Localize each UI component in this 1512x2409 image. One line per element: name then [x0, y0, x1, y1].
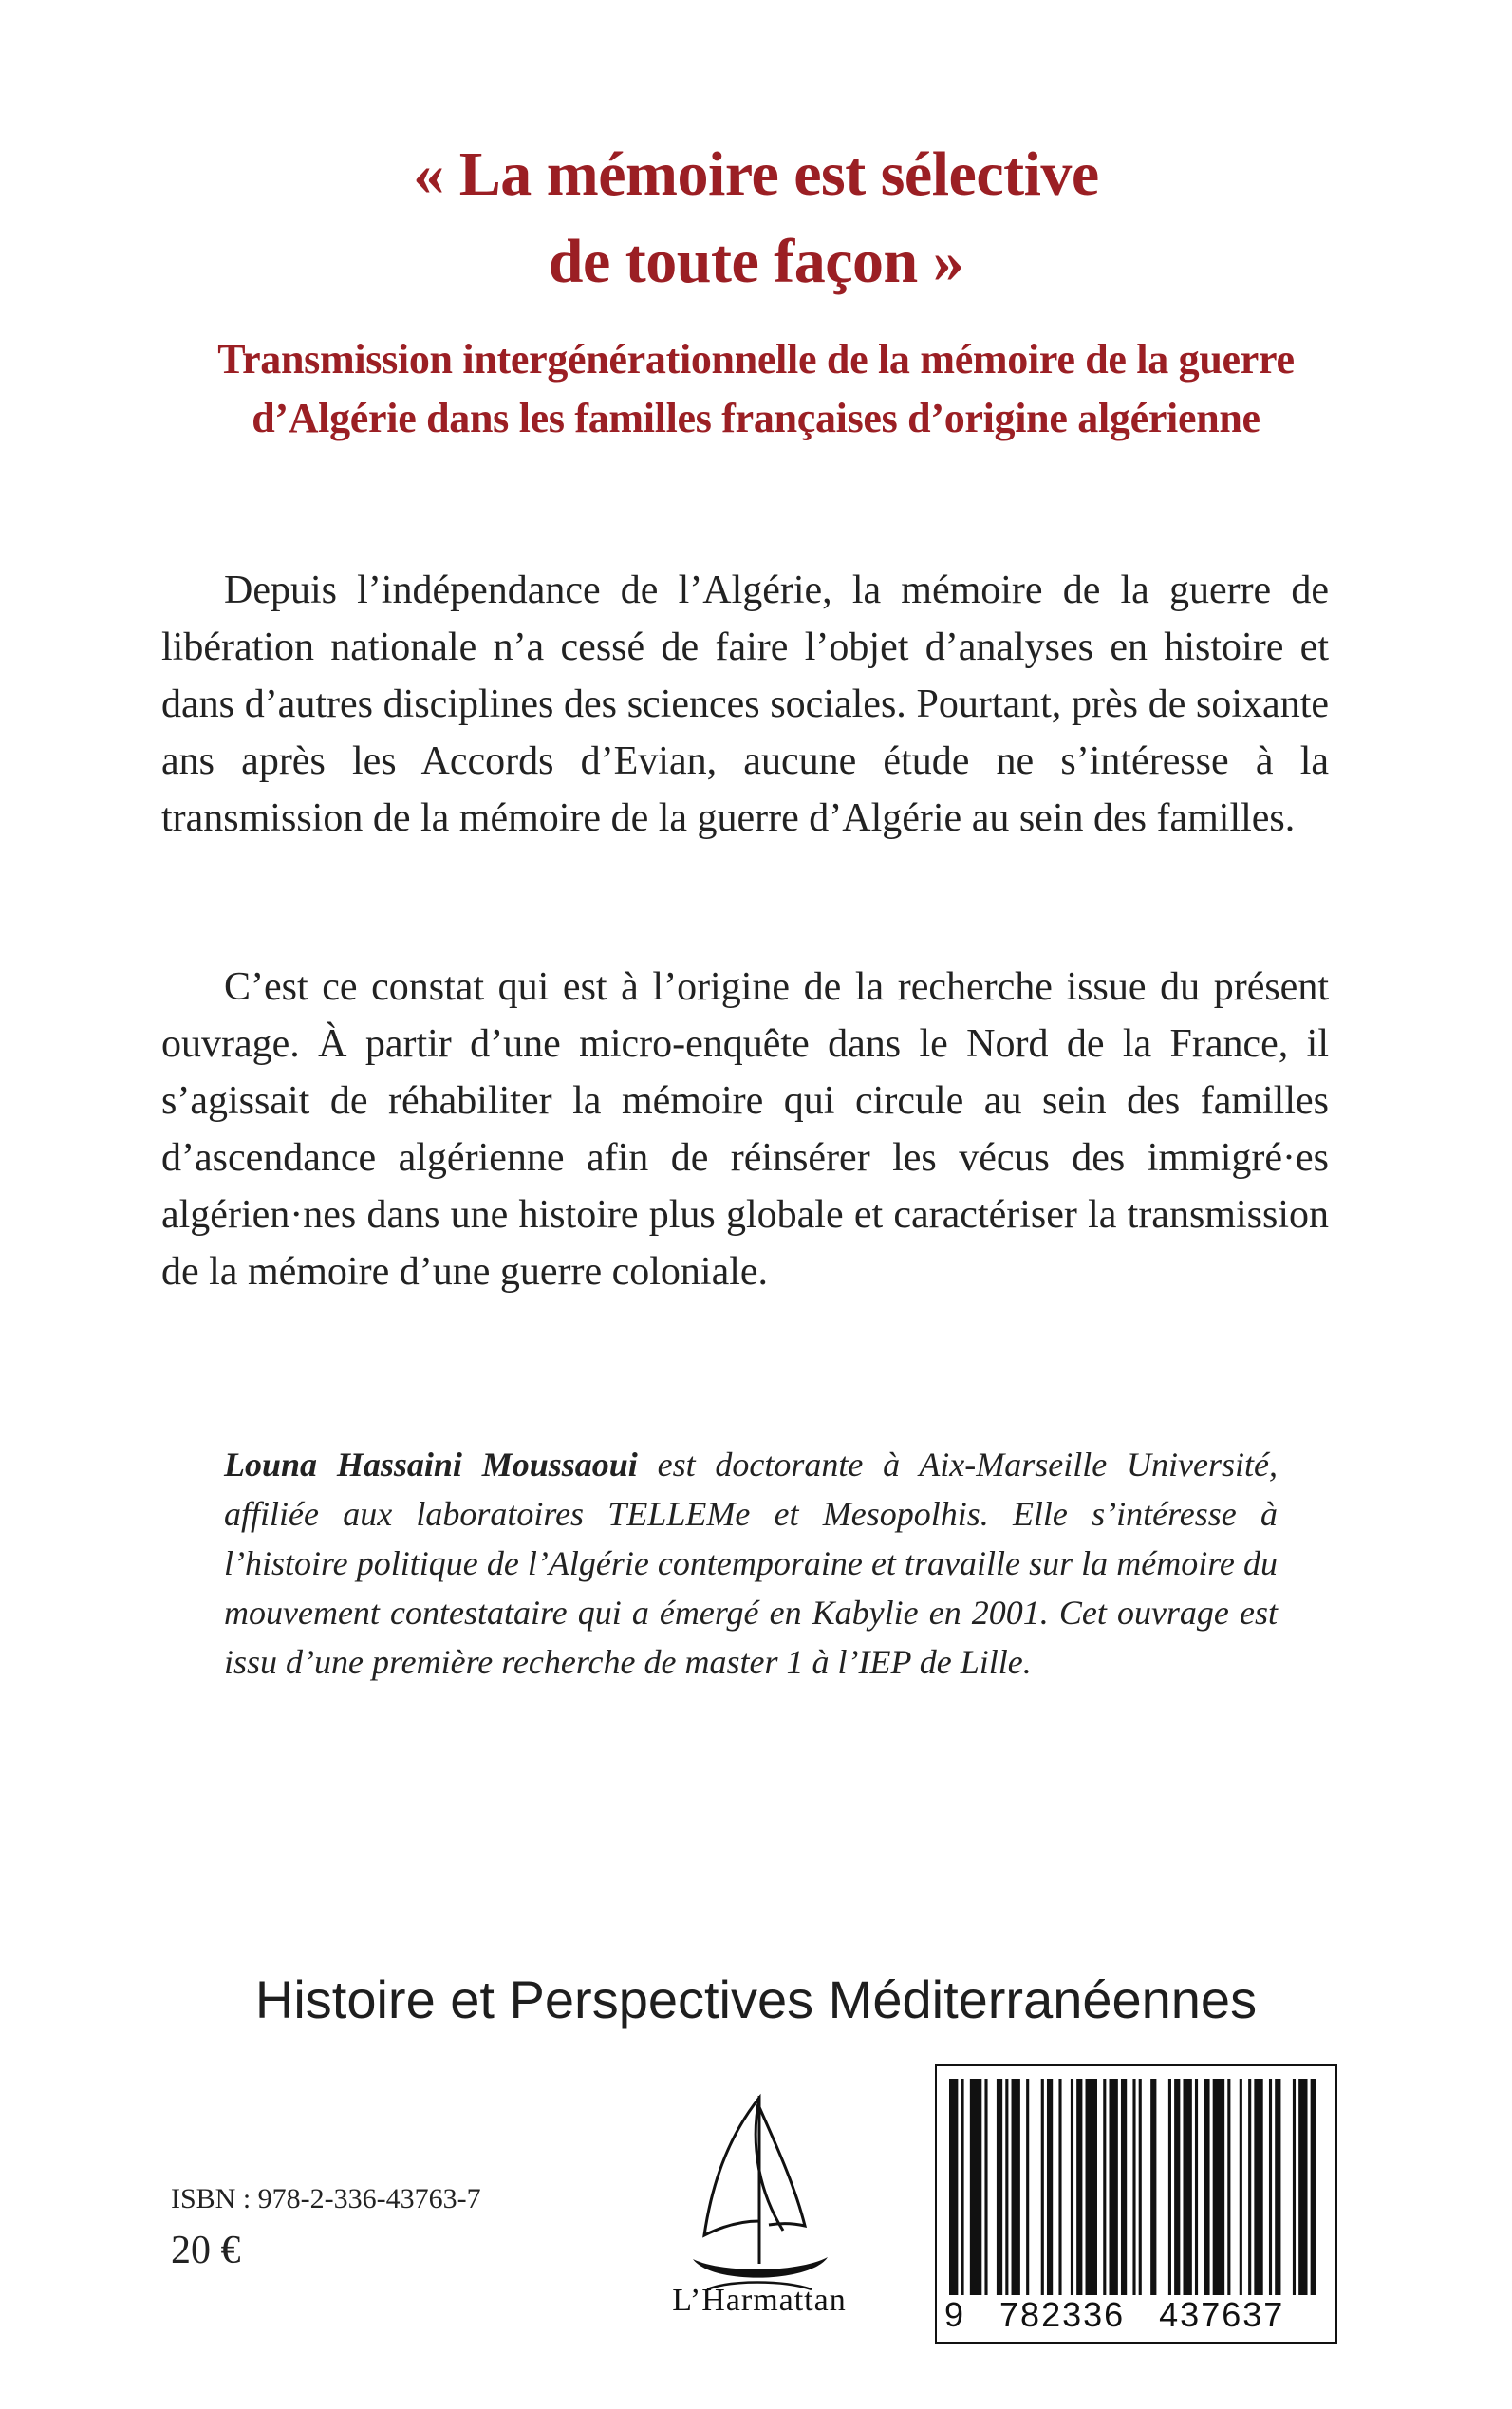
barcode-bar [984, 2079, 987, 2295]
barcode-bar [1076, 2079, 1082, 2295]
barcode-digits: 9 782336 437637 [944, 2295, 1285, 2334]
author-name: Louna Hassaini Moussaoui [224, 1446, 638, 1484]
barcode-bar [1254, 2079, 1262, 2295]
barcode-bar [1041, 2079, 1044, 2295]
barcode-bar [1058, 2079, 1061, 2295]
barcode-bar [1071, 2079, 1073, 2295]
book-subtitle [0, 330, 1512, 448]
barcode-bar [1293, 2079, 1296, 2295]
barcode-bars [949, 2079, 1319, 2295]
title-line-1: « La mémoire est sélective [413, 140, 1099, 209]
publisher-name: L’Harmattan [672, 2283, 847, 2318]
barcode-bar [961, 2079, 963, 2295]
barcode-bar [1227, 2079, 1230, 2295]
subtitle-line-1: Transmission intergénérationnelle de la mémoire de la guerre [217, 336, 1295, 383]
barcode-bar [1103, 2079, 1106, 2295]
barcode-bar [970, 2079, 981, 2295]
barcode-bar [1109, 2079, 1117, 2295]
barcode-bar [1005, 2079, 1008, 2295]
barcode-bar [1121, 2079, 1127, 2295]
author-bio-text: est doctorante à Aix-Marseille Université, affiliée aux laboratoires TELLEMe et Mesopolhis. Elle s’intéresse à l’histoire politique de l’Algérie contemporaine et travaille sur la mémoire du mouvement contestataire qui a émergé en Kabylie en 2001. Cet ouvrage est issu d’une première recherche de master 1 à l’IEP de Lille. [224, 1446, 1279, 1681]
barcode-bar [1026, 2079, 1029, 2295]
price: 20 € [171, 2229, 241, 2272]
subtitle-line-2: d’Algérie dans les familles françaises d’origine algérienne [252, 395, 1260, 441]
barcode-bar [1248, 2079, 1251, 2295]
barcode-bar [1195, 2079, 1198, 2295]
barcode-bar [997, 2079, 1002, 2295]
author-bio [224, 1440, 1278, 1687]
summary-paragraph-1: Depuis l’indépendance de l’Algérie, la mémoire de la guerre de libération nationale n’a cessé de faire l’objet d’analyses en histoire et dans d’autres disciplines des sciences sociales. Pourtant, près de soixante ans après les Accords d’Evian, aucune étude ne s’intéresse à la transmission de la mémoire de la guerre d’Algérie au sein des familles. [161, 569, 1329, 840]
barcode-bar [1275, 2079, 1280, 2295]
barcode-bar [1204, 2079, 1209, 2295]
summary-paragraph-2: C’est ce constat qui est à l’origine de la recherche issue du présent ouvrage. À partir d’une micro-enquête dans le Nord de la France, il s’agissait de réhabiliter la mémoire qui circule au sein des familles d’ascendance algérienne afin de réinsérer les vécus des immigré·es algérien·nes dans une histoire plus globale et caractériser la transmission de la mémoire d’une guerre coloniale. [161, 965, 1329, 1294]
barcode-bar [1139, 2079, 1142, 2295]
title-line-2: de toute façon » [548, 227, 964, 296]
barcode-bar [1240, 2079, 1242, 2295]
barcode-bar [949, 2079, 958, 2295]
barcode-bar [1183, 2079, 1191, 2295]
barcode-bar [1213, 2079, 1224, 2295]
isbn: ISBN : 978-2-336-43763-7 [171, 2183, 481, 2214]
barcode-bar [1269, 2079, 1272, 2295]
barcode-bar [1047, 2079, 1053, 2295]
barcode-bar [1086, 2079, 1097, 2295]
barcode-bar [1311, 2079, 1316, 2295]
barcode-bar [1174, 2079, 1180, 2295]
barcode-bar [1132, 2079, 1135, 2295]
book-title [0, 131, 1512, 306]
barcode-bar [1168, 2079, 1171, 2295]
barcode-bar [1012, 2079, 1020, 2295]
barcode-bar [1298, 2079, 1307, 2295]
barcode-bar [1150, 2079, 1156, 2295]
series-name: Histoire et Perspectives Méditerranéennes [254, 1970, 1258, 2029]
